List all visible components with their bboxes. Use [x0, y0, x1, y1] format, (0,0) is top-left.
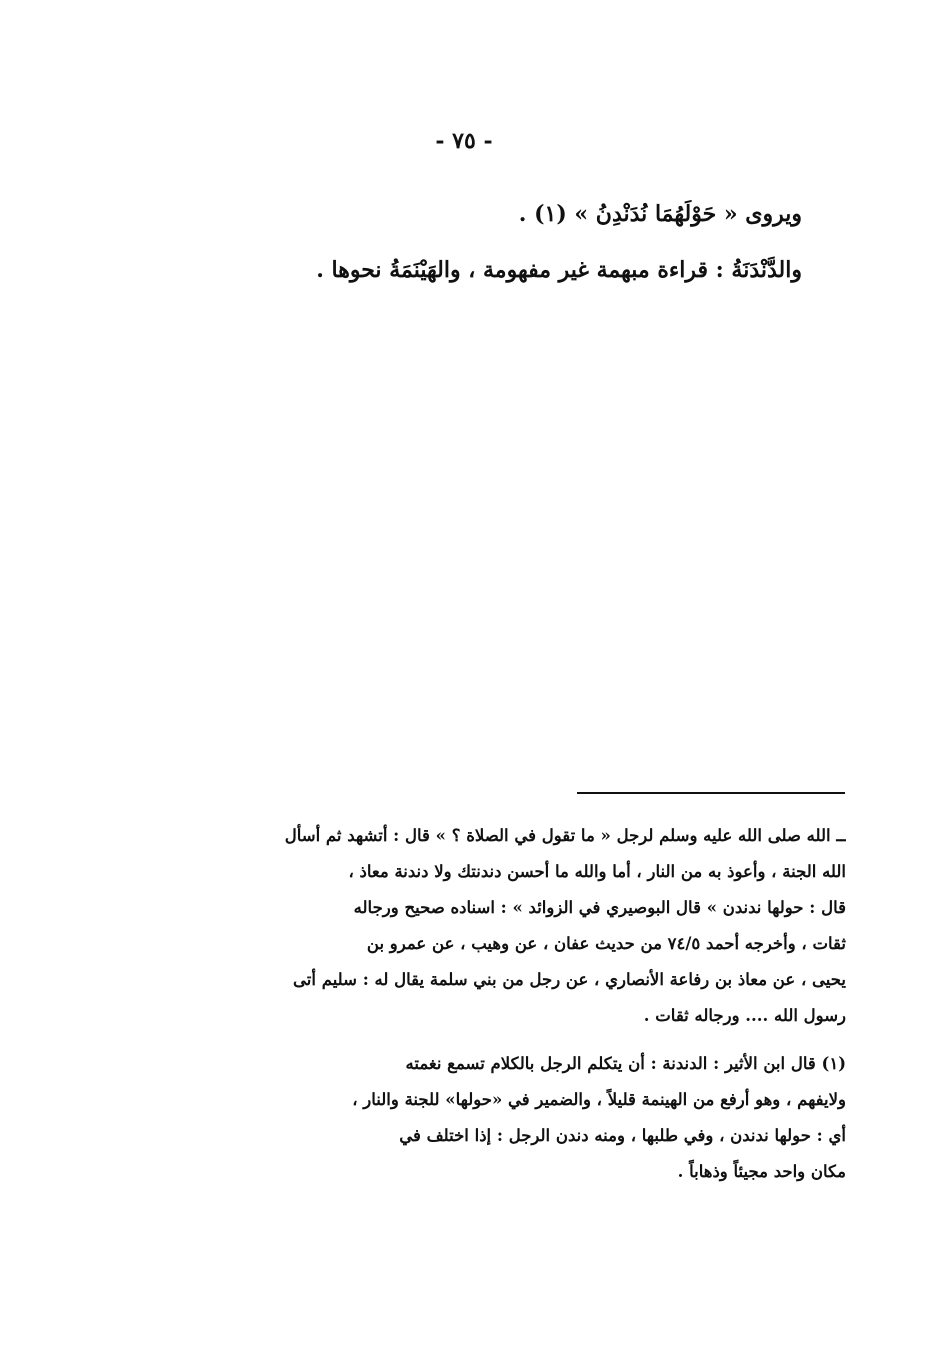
footnote-line: ثقات ، وأخرجه أحمد ٧٤/٥ من حديث عفان ، عن وهيب ، عن عمرو بن: [366, 934, 846, 953]
footnotes: [180, 818, 846, 1190]
footnote-1: [180, 1046, 846, 1190]
footnote-line: مكان واحد مجيئاً وذهاباً .: [677, 1162, 846, 1181]
footnote-line: يحيى ، عن معاذ بن رفاعة الأنصاري ، عن رجل من بني سلمة يقال له : سليم أتى: [293, 970, 846, 989]
footnote-separator: [577, 792, 845, 794]
footnote-line: (١) قال ابن الأثير : الدندنة : أن يتكلم الرجل بالكلام تسمع نغمته: [405, 1054, 846, 1073]
text-line: ويروى « حَوْلَهُمَا نُدَنْدِنُ » (١) .: [518, 201, 802, 227]
footnote-line: رسول الله .... ورجاله ثقات .: [643, 1006, 846, 1025]
main-text: [162, 186, 802, 298]
footnote-line: الله الجنة ، وأعوذ به من النار ، أما والله ما أحسن دندنتك ولا دندنة معاذ ،: [348, 862, 846, 881]
footnote-line: أي : حولها ندندن ، وفي طلبها ، ومنه دندن الرجل : إذا اختلف في: [399, 1126, 846, 1145]
footnote-line: قال : حولها ندندن » قال البوصيري في الزوائد » : اسناده صحيح ورجاله: [353, 898, 846, 917]
footnote-line: ولايفهم ، وهو أرفع من الهينمة قليلاً ، والضمير في «حولها» للجنة والنار ،: [352, 1090, 846, 1109]
footnote-line: ــ الله صلى الله عليه وسلم لرجل « ما تقول في الصلاة ؟ » قال : أتشهد ثم أسأل: [284, 826, 846, 845]
page-number: - ٧٥ -: [435, 128, 493, 154]
footnote-gap: [180, 1034, 846, 1046]
footnote-continuation: [180, 818, 846, 1034]
text-line: والدَّنْدَنَةُ : قراءة مبهمة غير مفهومة ، والهَيْنَمَةُ نحوها .: [316, 257, 802, 283]
